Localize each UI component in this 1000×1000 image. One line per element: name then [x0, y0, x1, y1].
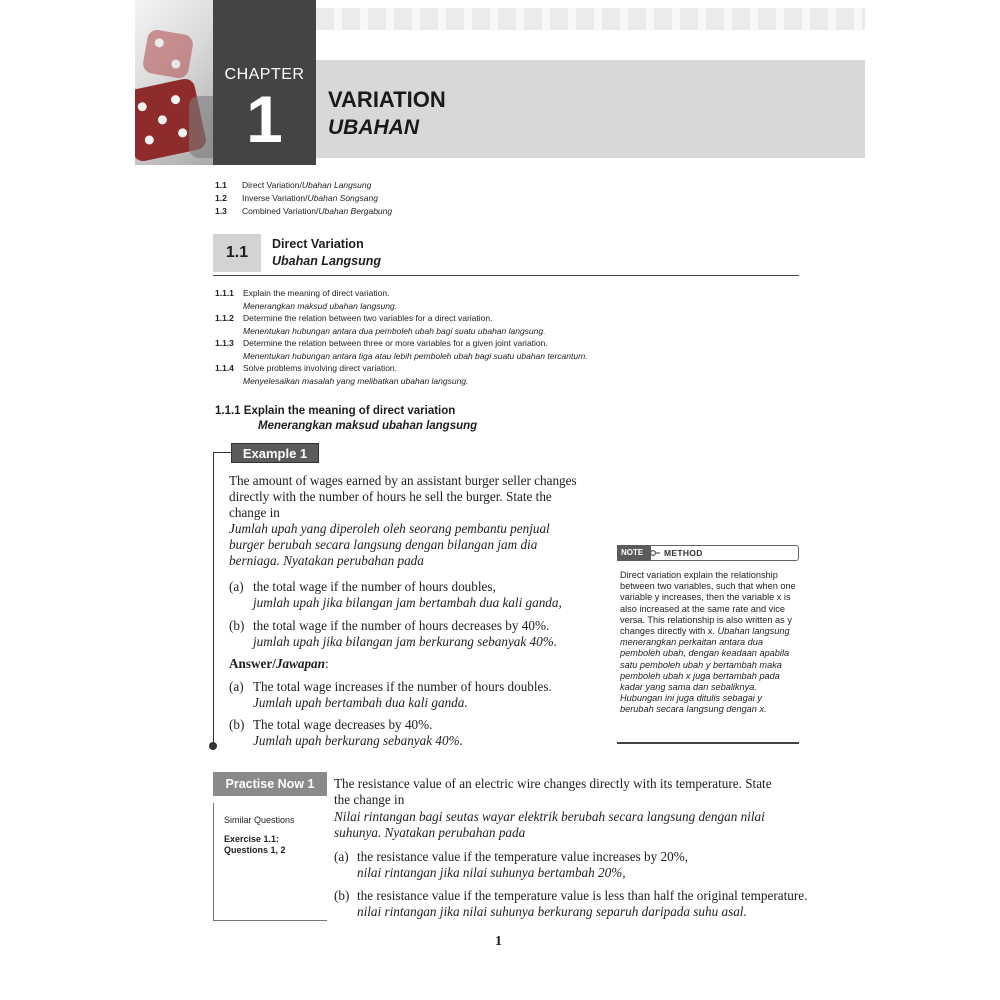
practise-part-label: (a): [334, 849, 349, 864]
answer-part-label: (a): [229, 679, 244, 694]
practise-question-line: suhunya. Nyatakan perubahan pada: [334, 825, 526, 840]
subsection-heading: 1.1.1 Explain the meaning of direct variation Menerangkan maksud ubahan langsung: [215, 405, 478, 432]
note-body: Direct variation explain the relationship between two variables, such that when one variable y increases, then the variable x is also increased at the same rate and vice versa. This relationship is also written as y changes directly with x. Ubahan langsung menerangkan perkaitan antara dua pemboleh ubah, dengan keadaan apabila satu pemboleh ubah y bertambah maka pemboleh ubah x juga bertambah pada kadar yang sama dan sebaliknya. Hubungan ini juga ditulis sebagai y berubah secara langsung dengan x.: [620, 570, 796, 715]
answer-part-text: The total wage decreases by 40%.: [253, 717, 433, 732]
toc-item: 1.1 Direct Variation/Ubahan Langsung: [215, 180, 372, 190]
example-question-line: berniaga. Nyatakan perubahan pada: [229, 553, 424, 568]
example-question-line: The amount of wages earned by an assistant burger seller changes: [229, 473, 577, 488]
practise-label: Practise Now 1: [213, 772, 327, 796]
practise-part-text: nilai rintangan jika nilai suhunya bertambah 20%,: [357, 865, 626, 880]
similar-questions-title: Similar Questions: [224, 815, 295, 825]
example-part-text: the total wage if the number of hours doubles,: [253, 579, 496, 594]
practise-part-label: (b): [334, 888, 350, 903]
example-part-label: (b): [229, 618, 245, 633]
example-part-text: jumlah upah jika bilangan jam berkurang sebanyak 40%.: [253, 634, 558, 649]
similar-questions-ref: Exercise 1.1: Questions 1, 2: [224, 834, 286, 855]
example-part-text: jumlah upah jika bilangan jam bertambah dua kali ganda,: [253, 595, 562, 610]
chapter-subtitle: UBAHAN: [328, 116, 419, 139]
practise-part-text: the resistance value if the temperature value is less than half the original temperature.: [357, 888, 808, 903]
chapter-label: CHAPTER: [224, 66, 305, 83]
learning-objective: 1.1.4 Solve problems involving direct variation. Menyelesaikan masalah yang melibatkan ubahan langsung.: [215, 363, 469, 386]
dice-photo: [135, 0, 213, 165]
practise-question-line: the change in: [334, 792, 405, 807]
answer-part-text: Jumlah upah berkurang sebanyak 40%.: [253, 733, 463, 748]
answer-part-text: The total wage increases if the number of hours doubles.: [253, 679, 552, 694]
example-label: Example 1: [231, 443, 319, 463]
practise-question-line: Nilai rintangan bagi seutas wayar elektrik berubah secara langsung dengan nilai: [334, 809, 765, 824]
section-subtitle: Ubahan Langsung: [272, 254, 382, 268]
toc-item: 1.3 Combined Variation/Ubahan Bergabung: [215, 206, 393, 216]
section-title: Direct Variation: [272, 237, 364, 251]
practise-question-line: The resistance value of an electric wire changes directly with its temperature. State: [334, 776, 772, 791]
example-frame-end: [209, 742, 217, 750]
example-question-line: change in: [229, 505, 280, 520]
chapter-number: 1: [246, 82, 283, 156]
practise-part-text: the resistance value if the temperature value increases by 20%,: [357, 849, 689, 864]
learning-objective: 1.1.1 Explain the meaning of direct variation. Menerangkan maksud ubahan langsung.: [215, 288, 398, 311]
example-part-text: the total wage if the number of hours decreases by 40%.: [253, 618, 550, 633]
answer-label: Answer/Jawapan:: [229, 656, 329, 671]
die-image: [189, 96, 213, 158]
die-image: [142, 28, 195, 79]
practise-part-text: nilai rintangan jika nilai suhunya berkurang separuh daripada suhu asal.: [357, 904, 747, 919]
example-part-label: (a): [229, 579, 244, 594]
learning-objective: 1.1.3 Determine the relation between three or more variables for a given joint variation. Menentukan hubungan antara tiga atau lebih pemboleh ubah bagi suatu ubahan tercantum.: [215, 338, 588, 361]
decorative-strip: [316, 0, 865, 42]
note-tab: NOTE: [617, 545, 651, 561]
learning-objective: 1.1.2 Determine the relation between two variables for a direct variation. Menentukan hubungan antara dua pemboleh ubah bagi suatu ubahan langsung.: [215, 313, 546, 336]
section-divider: [213, 275, 799, 276]
toc-item: 1.2 Inverse Variation/Ubahan Songsang: [215, 193, 378, 203]
example-question-line: Jumlah upah yang diperoleh oleh seorang pembantu penjual: [229, 521, 550, 536]
note-divider: [617, 742, 799, 744]
answer-part-text: Jumlah upah bertambah dua kali ganda.: [253, 695, 468, 710]
note-method-label: METHOD: [664, 548, 703, 558]
page-number: 1: [495, 934, 502, 949]
section-number: 1.1: [213, 234, 261, 272]
answer-part-label: (b): [229, 717, 245, 732]
example-question-line: burger berubah secara langsung dengan bilangan jam dia: [229, 537, 538, 552]
example-question-line: directly with the number of hours he sell the burger. State the: [229, 489, 552, 504]
chapter-title: VARIATION: [328, 87, 446, 112]
key-icon: [650, 549, 660, 557]
